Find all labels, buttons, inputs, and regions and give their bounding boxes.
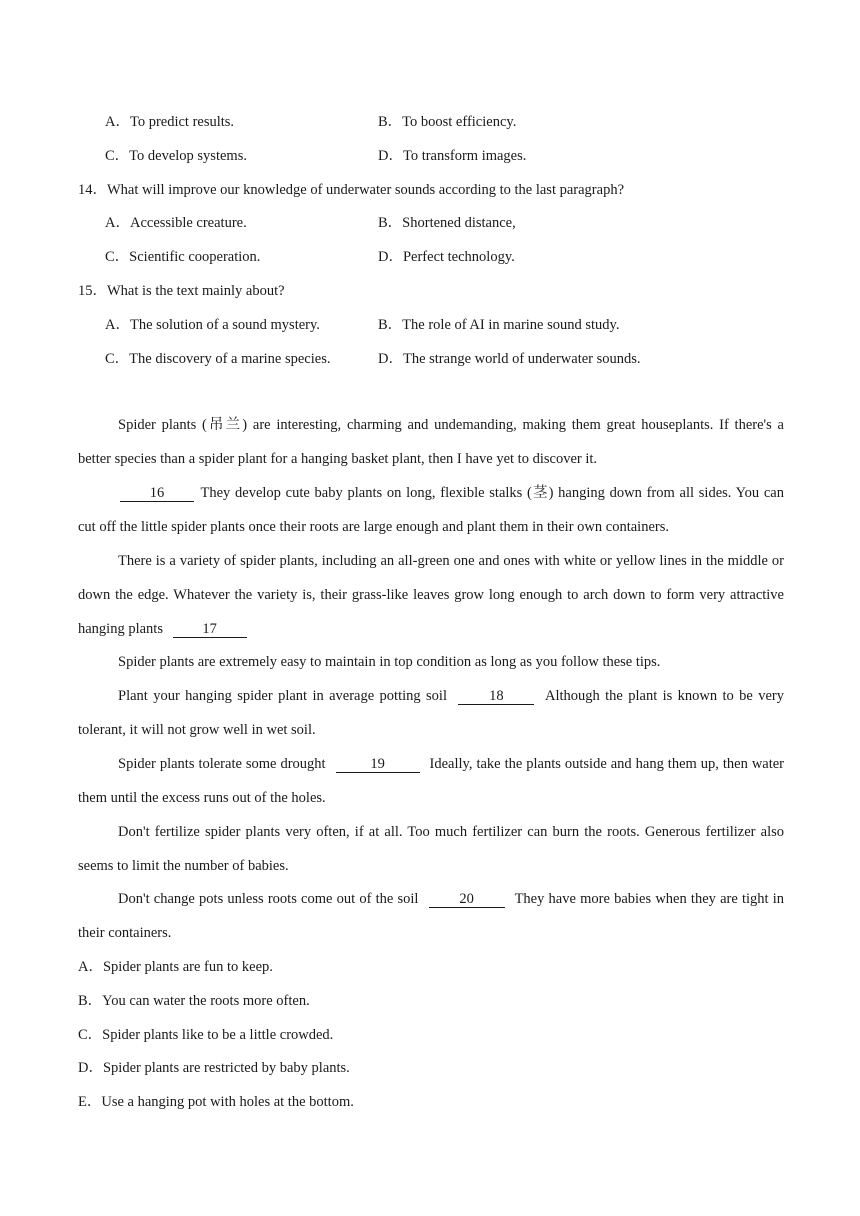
blank-19[interactable]: 19 bbox=[336, 756, 420, 773]
q14-option-c: C．Scientific cooperation. bbox=[105, 249, 261, 265]
blank-20[interactable]: 20 bbox=[429, 891, 505, 908]
choice-c: C．Spider plants like to be a little crowded. bbox=[78, 1027, 334, 1043]
passage-p6-text: Spider plants tolerate some drought bbox=[118, 756, 326, 772]
passage-p1-text: Spider plants (吊兰) are interesting, charming and undemanding, making them great houseplants. If there's a better species than a spider plant for a hanging basket plant, then I have yet to discover it. bbox=[78, 417, 784, 467]
blank-18[interactable]: 18 bbox=[458, 688, 534, 705]
passage-paragraph-2 bbox=[78, 476, 784, 544]
choice-d: D．Spider plants are restricted by baby plants. bbox=[78, 1060, 350, 1076]
choice-a: A．Spider plants are fun to keep. bbox=[78, 959, 273, 975]
q14-question: 14．What will improve our knowledge of underwater sounds according to the last paragraph? bbox=[78, 182, 625, 198]
passage-p3-text: There is a variety of spider plants, including an all-green one and ones with white or yellow lines in the middle or down the edge. Whatever the variety is, their grass-like leaves grow long enough to arch down to form very attractive hanging plants bbox=[78, 553, 784, 637]
passage-paragraph-6 bbox=[78, 747, 784, 815]
passage-paragraph-4 bbox=[78, 645, 784, 679]
passage-paragraph-8 bbox=[78, 882, 784, 950]
passage-p5-tail: Although the plant is known to be very tolerant, it will not grow well in wet soil. bbox=[78, 688, 785, 738]
q14-option-a: A．Accessible creature. bbox=[105, 215, 247, 231]
passage-paragraph-7 bbox=[78, 815, 784, 883]
q15-option-c: C．The discovery of a marine species. bbox=[105, 351, 331, 367]
q15-option-d: D．The strange world of underwater sounds. bbox=[378, 351, 641, 367]
q13-option-a: A．To predict results. bbox=[105, 114, 235, 130]
passage-p4-text: Spider plants are extremely easy to maintain in top condition as long as you follow these tips. bbox=[118, 654, 661, 670]
passage-p8-text: Don't change pots unless roots come out of the soil bbox=[118, 891, 419, 907]
passage-p8-tail: They have more babies when they are tight in their containers. bbox=[78, 891, 785, 941]
choice-b: B．You can water the roots more often. bbox=[78, 993, 310, 1009]
passage-paragraph-5 bbox=[78, 679, 784, 747]
passage-p2-text: They develop cute baby plants on long, flexible stalks (茎) hanging down from all sides. You can cut off the little spider plants once their roots are large enough and plant them in their own containers. bbox=[78, 485, 784, 535]
blank-17[interactable]: 17 bbox=[173, 621, 247, 638]
q13-option-b: B．To boost efficiency. bbox=[378, 114, 517, 130]
passage-p5-text: Plant your hanging spider plant in average potting soil bbox=[118, 688, 447, 704]
passage-p7-text: Don't fertilize spider plants very often, if at all. Too much fertilizer can burn the roots. Generous fertilizer also seems to limit the number of babies. bbox=[78, 824, 784, 874]
q14-option-b: B．Shortened distance, bbox=[378, 215, 516, 231]
q15-option-b: B．The role of AI in marine sound study. bbox=[378, 317, 620, 333]
q15-option-a: A．The solution of a sound mystery. bbox=[105, 317, 320, 333]
q14-option-d: D．Perfect technology. bbox=[378, 249, 515, 265]
q13-option-d: D．To transform images. bbox=[378, 148, 527, 164]
passage-paragraph-3 bbox=[78, 544, 784, 646]
choice-e: E．Use a hanging pot with holes at the bottom. bbox=[78, 1094, 354, 1110]
passage-paragraph-1 bbox=[78, 408, 784, 476]
passage-p6-tail: Ideally, take the plants outside and hang them up, then water them until the excess runs out of the holes. bbox=[78, 756, 785, 806]
q13-option-c: C．To develop systems. bbox=[105, 148, 247, 164]
q15-question: 15．What is the text mainly about? bbox=[78, 283, 285, 299]
blank-16[interactable]: 16 bbox=[120, 485, 194, 502]
